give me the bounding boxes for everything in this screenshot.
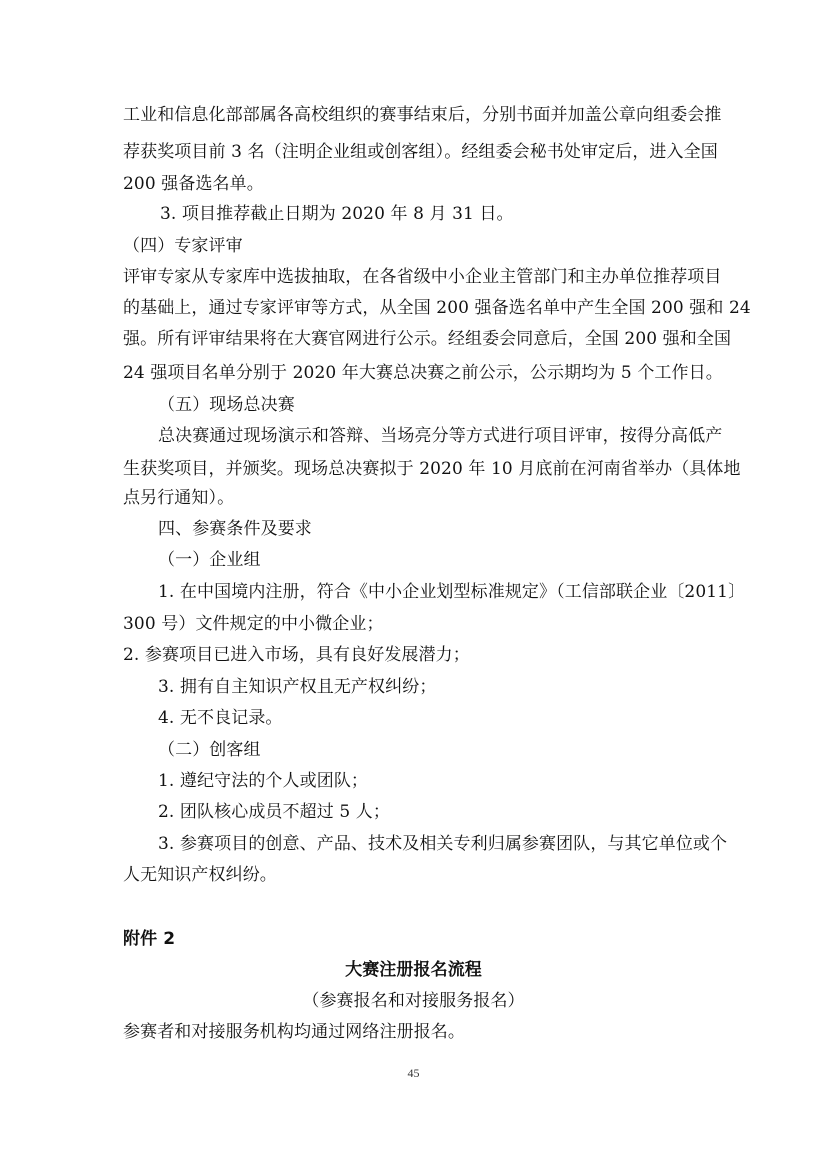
list-item: 人无知识产权纠纷。 [123, 865, 277, 885]
subsection-heading: （二）创客组 [158, 740, 261, 760]
paragraph-line: 评审专家从专家库中选拔抽取，在各省级中小企业主管部门和主办单位推荐项目 [123, 267, 722, 287]
paragraph-line: 24 强项目名单分别于 2020 年大赛总决赛之前公示，公示期均为 5 个工作日。 [123, 363, 723, 383]
list-item: 2. 团队核心成员不超过 5 人； [158, 802, 390, 822]
paragraph-line: 200 强备选名单。 [123, 174, 264, 194]
paragraph-line: 荐获奖项目前 3 名（注明企业组或创客组）。经组委会秘书处审定后，进入全国 [123, 142, 718, 162]
paragraph-line: 工业和信息化部部属各高校组织的赛事结束后，分别书面并加盖公章向组委会推 [123, 105, 722, 125]
paragraph-line: 生获奖项目，并颁奖。现场总决赛拟于 2020 年 10 月底前在河南省举办（具体地 [123, 459, 741, 479]
paragraph-line: 点另行通知）。 [123, 488, 235, 508]
subsection-heading: （一）企业组 [158, 550, 261, 570]
section-heading: （五）现场总决赛 [158, 395, 295, 415]
list-item: 300 号）文件规定的中小微企业； [123, 614, 384, 634]
page-number: 45 [407, 1066, 420, 1080]
list-item: 1. 遵纪守法的个人或团队； [158, 771, 369, 791]
paragraph-line: 3. 项目推荐截止日期为 2020 年 8 月 31 日。 [160, 204, 514, 224]
list-item: 4. 无不良记录。 [158, 708, 283, 728]
attachment-subtitle: （参赛报名和对接服务报名） [302, 991, 525, 1011]
section-heading: 四、参赛条件及要求 [158, 519, 312, 539]
attachment-title: 大赛注册报名流程 [345, 960, 482, 980]
list-item: 3. 拥有自主知识产权且无产权纠纷； [158, 677, 437, 697]
list-item: 1. 在中国境内注册，符合《中小企业划型标准规定》（工信部联企业〔2011〕 [158, 582, 746, 602]
section-heading: （四）专家评审 [123, 236, 243, 256]
paragraph-line: 总决赛通过现场演示和答辩、当场亮分等方式进行项目评审，按得分高低产 [158, 426, 723, 446]
paragraph-line: 的基础上，通过专家评审等方式，从全国 200 强备选名单中产生全国 200 强和 24 [123, 298, 751, 318]
attachment-label: 附件 2 [123, 929, 176, 949]
list-item: 3. 参赛项目的创意、产品、技术及相关专利归属参赛团队，与其它单位或个 [158, 834, 728, 854]
list-item: 2. 参赛项目已进入市场，具有良好发展潜力； [123, 645, 470, 665]
attachment-body: 参赛者和对接服务机构均通过网络注册报名。 [123, 1022, 465, 1042]
paragraph-line: 强。所有评审结果将在大赛官网进行公示。经组委会同意后，全国 200 强和全国 [123, 329, 732, 349]
